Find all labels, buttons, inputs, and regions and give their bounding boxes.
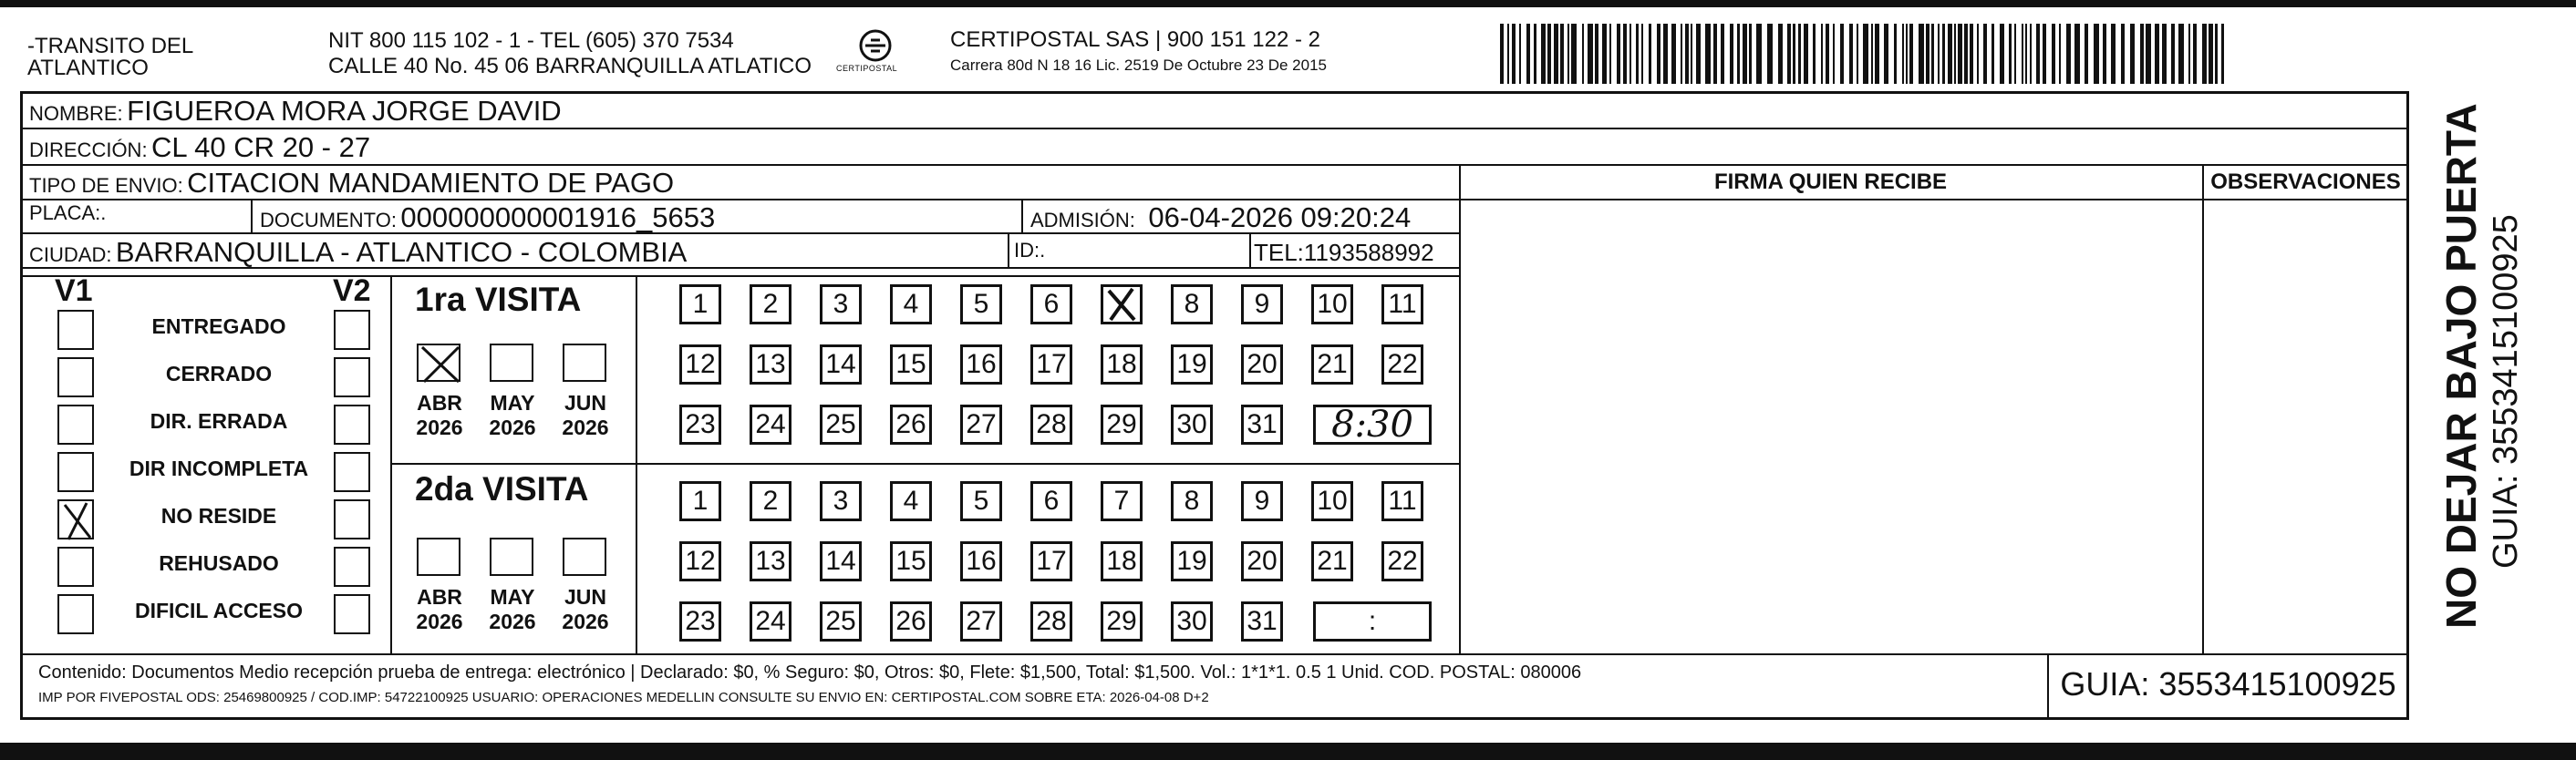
barcode-bar (1705, 24, 1711, 84)
admision-value: 06-04-2026 09:20:24 (1148, 201, 1412, 233)
first-visit-month-label (408, 391, 471, 440)
direccion-label: DIRECCIÓN: (29, 139, 148, 161)
placa-value: . (100, 201, 107, 224)
first-visit-day-box[interactable]: 26 (890, 405, 932, 445)
barcode-bar (1663, 24, 1668, 84)
barcode-bar (1671, 24, 1676, 84)
v2-checkbox[interactable] (334, 405, 370, 445)
barcode-bar (1743, 24, 1747, 84)
second-visit-day-box[interactable]: 3 (820, 481, 862, 521)
barcode-bar (1778, 24, 1783, 84)
tipo-envio-value: CITACION MANDAMIENTO DE PAGO (187, 167, 675, 199)
second-visit-day-box[interactable]: 25 (820, 601, 862, 642)
month-year: 2026 (416, 416, 463, 439)
first-visit-day-box[interactable]: 20 (1241, 344, 1283, 385)
barcode-bar (1826, 24, 1829, 84)
no-dejar-bajo-puerta: NO DEJAR BAJO PUERTA (2437, 103, 2485, 629)
barcode-bar (1737, 24, 1740, 84)
first-visit-day-box[interactable]: 31 (1241, 405, 1283, 445)
month-year: 2026 (562, 610, 609, 633)
month-name: ABR (417, 585, 462, 609)
second-visit-month-label (408, 585, 471, 634)
second-visit-day-box[interactable]: 17 (1030, 541, 1072, 581)
v1-checkbox[interactable] (57, 357, 94, 397)
barcode-bar (1958, 24, 1962, 84)
barcode-bar (2221, 24, 2224, 84)
documento-label: DOCUMENTO: (260, 209, 397, 231)
barcode-bar (1582, 24, 1584, 84)
v2-checkbox[interactable] (334, 310, 370, 350)
second-visit-month-label (553, 585, 617, 634)
second-visit-day-box[interactable]: 13 (750, 541, 791, 581)
v2-checkbox[interactable] (334, 499, 370, 539)
second-visit-day-box[interactable]: 30 (1171, 601, 1213, 642)
barcode-bar (1964, 24, 1968, 84)
barcode-bar (1641, 24, 1643, 84)
barcode-bar (2094, 24, 2099, 84)
first-visit-day-box[interactable]: 29 (1101, 405, 1143, 445)
barcode-bar (1875, 24, 1879, 84)
barcode-bar (1902, 24, 1904, 84)
side-text (2412, 93, 2485, 640)
certipostal-logo (825, 27, 926, 80)
second-visit-day-box[interactable]: 11 (1381, 481, 1423, 521)
tel-label: TEL: (1254, 239, 1304, 266)
month-name: JUN (564, 585, 606, 609)
first-visit-day-box[interactable]: 1 (679, 284, 721, 324)
direccion-value: CL 40 CR 20 - 27 (151, 131, 371, 163)
scan-edge (0, 743, 2576, 760)
second-visit-day-box[interactable]: 29 (1101, 601, 1143, 642)
first-visit-day-box[interactable]: 5 (960, 284, 1002, 324)
license-line: Carrera 80d N 18 16 Lic. 2519 De Octubre 23 De 2015 (950, 56, 1327, 74)
month-name: MAY (490, 585, 535, 609)
tel-value: 1193588992 (1303, 239, 1434, 266)
barcode-bar (2052, 24, 2055, 84)
barcode-bar (1749, 24, 1752, 84)
barcode-bar (1623, 24, 1627, 84)
barcode-bar (1804, 24, 1808, 84)
barcode-bar (2155, 24, 2159, 84)
barcode-bar (1954, 24, 1956, 84)
barcode-bar (2009, 24, 2012, 84)
barcode-bar (1983, 24, 1987, 84)
v2-checkbox[interactable] (334, 547, 370, 587)
first-visit-title: 1ra VISITA (415, 281, 582, 318)
first-visit-day-box[interactable]: 17 (1030, 344, 1072, 385)
second-visit-day-box[interactable]: 31 (1241, 601, 1283, 642)
barcode-bar (1500, 24, 1504, 84)
status-label: DIR INCOMPLETA (129, 457, 309, 480)
barcode-bar (1560, 24, 1564, 84)
second-visit-day-box[interactable]: 18 (1101, 541, 1143, 581)
barcode-bar (1617, 24, 1620, 84)
second-visit-day-box[interactable]: 8 (1171, 481, 1213, 521)
barcode-bar (1938, 24, 1940, 84)
second-visit-day-box[interactable]: 24 (750, 601, 791, 642)
first-visit-day-box[interactable]: 30 (1171, 405, 1213, 445)
barcode-bar (1609, 24, 1611, 84)
second-visit-day-box[interactable]: 16 (960, 541, 1002, 581)
placa-label: PLACA: (29, 201, 101, 224)
barcode-bar (1571, 24, 1577, 84)
barcode-bar (1629, 24, 1631, 84)
first-visit-time-box[interactable]: 8:30 (1313, 405, 1432, 445)
tipo-envio-label: TIPO DE ENVIO: (29, 174, 183, 197)
barcode-bar (1567, 24, 1569, 84)
v2-label: V2 (333, 273, 371, 308)
firma-label: FIRMA QUIEN RECIBE (1713, 169, 1948, 194)
nit-line: NIT 800 115 102 - 1 - TEL (605) 370 7534 (328, 28, 734, 53)
documento-value: 000000000001916_5653 (400, 201, 716, 233)
documento-field (260, 201, 715, 234)
barcode-bar (1541, 24, 1546, 84)
first-visit-day-box[interactable]: 22 (1381, 344, 1423, 385)
barcode-bar (1696, 24, 1701, 84)
v1-checkbox[interactable] (57, 547, 94, 587)
second-visit-day-box[interactable]: 2 (750, 481, 791, 521)
second-visit-day-box[interactable]: 12 (679, 541, 721, 581)
second-visit-day-box[interactable]: 19 (1171, 541, 1213, 581)
barcode-bar (2043, 24, 2046, 84)
first-visit-month-checkbox[interactable] (490, 344, 533, 382)
first-visit-day-box[interactable]: 10 (1311, 284, 1353, 324)
first-visit-month-label (553, 391, 617, 440)
second-visit-day-box[interactable]: 7 (1101, 481, 1143, 521)
first-visit-day-box[interactable]: 23 (679, 405, 721, 445)
v2-checkbox[interactable] (334, 357, 370, 397)
v2-checkbox[interactable] (334, 594, 370, 634)
barcode-bar (1713, 24, 1717, 84)
barcode-bar (1894, 24, 1897, 84)
nombre-value: FIGUEROA MORA JORGE DAVID (127, 95, 562, 127)
first-visit-day-box[interactable]: 11 (1381, 284, 1423, 324)
observaciones-label: OBSERVACIONES (2210, 169, 2401, 194)
barcode-bar (2030, 24, 2032, 84)
second-visit-month-checkbox[interactable] (417, 538, 460, 576)
first-visit-day-box[interactable]: 3 (820, 284, 862, 324)
status-label: DIFICIL ACCESO (134, 599, 303, 622)
barcode-bar (1909, 24, 1913, 84)
barcode-bar (1547, 24, 1551, 84)
barcode-bar (1833, 24, 1835, 84)
barcode-bar (2066, 24, 2071, 84)
id-label: ID: (1014, 239, 1040, 262)
tel-field (1254, 239, 1434, 267)
month-year: 2026 (416, 610, 463, 633)
v1-checkbox[interactable] (57, 405, 94, 445)
v2-checkbox[interactable] (334, 452, 370, 492)
barcode-bar (2036, 24, 2040, 84)
first-visit-day-box[interactable]: 2 (750, 284, 791, 324)
barcode-bar (1991, 24, 1994, 84)
barcode-bar (1691, 24, 1692, 84)
second-visit-day-box[interactable]: 15 (890, 541, 932, 581)
second-visit-day-box[interactable]: 9 (1241, 481, 1283, 521)
id-value: . (1040, 239, 1046, 262)
first-visit-day-box[interactable]: 4 (890, 284, 932, 324)
placa-field (29, 201, 106, 225)
v1-checkbox[interactable] (57, 452, 94, 492)
first-visit-day-box[interactable]: 8 (1171, 284, 1213, 324)
v1-checkbox-checked[interactable] (57, 499, 94, 539)
barcode-bar (1512, 24, 1516, 84)
month-name: MAY (490, 391, 535, 415)
admision-field (1030, 201, 1411, 234)
nombre-label: NOMBRE: (29, 102, 123, 125)
barcode-bar (1906, 24, 1908, 84)
barcode-bar (2130, 24, 2135, 84)
barcode-bar (2178, 24, 2184, 84)
status-label: CERRADO (165, 362, 273, 385)
first-visit-day-box[interactable]: 13 (750, 344, 791, 385)
tipo-envio-field (29, 167, 674, 200)
first-visit-month-checkbox[interactable] (563, 344, 606, 382)
barcode-bar (1977, 24, 1979, 84)
v1-label: V1 (55, 273, 93, 308)
first-visit-day-box[interactable]: 16 (960, 344, 1002, 385)
barcode-bar (2171, 24, 2175, 84)
month-name: JUN (564, 391, 606, 415)
barcode-bar (2022, 24, 2023, 84)
first-visit-day-box[interactable]: 25 (820, 405, 862, 445)
barcode-bar (1793, 24, 1795, 84)
first-visit-month-label (481, 391, 544, 440)
company-line: CERTIPOSTAL SAS | 900 151 122 - 2 (950, 27, 1320, 52)
barcode-bar (1602, 24, 1607, 84)
first-visit-day-box[interactable]: 9 (1241, 284, 1283, 324)
barcode-bar (1636, 24, 1639, 84)
second-visit-day-box[interactable]: 21 (1311, 541, 1353, 581)
second-visit-month-checkbox[interactable] (490, 538, 533, 576)
barcode (1500, 24, 2229, 84)
barcode-bar (1526, 24, 1530, 84)
month-year: 2026 (489, 610, 536, 633)
second-visit-day-box[interactable]: 27 (960, 601, 1002, 642)
barcode-bar (2209, 24, 2213, 84)
barcode-bar (1948, 24, 1952, 84)
address-line: CALLE 40 No. 45 06 BARRANQUILLA ATLATICO (328, 54, 812, 78)
barcode-bar (1931, 24, 1934, 84)
barcode-bar (2215, 24, 2218, 84)
barcode-bar (1857, 24, 1858, 84)
barcode-bar (2188, 24, 2190, 84)
nombre-field (29, 95, 562, 128)
first-visit-day-box[interactable]: 24 (750, 405, 791, 445)
second-visit-day-box[interactable]: 14 (820, 541, 862, 581)
second-visit-month-label (481, 585, 544, 634)
second-visit-day-box[interactable]: 28 (1030, 601, 1072, 642)
v1-checkbox[interactable] (57, 594, 94, 634)
contenido-line: Contenido: Documentos Medio recepción prueba de entrega: electrónico | Declarado: $0, % Seguro: $0, Otros: $0, Flete: $1,500, Total: $1,500. Vol.: 1*1*1. 0.5 1 Unid. COD. POSTAL: 080006 (38, 662, 1582, 683)
ciudad-field (29, 236, 687, 269)
second-visit-month-checkbox[interactable] (563, 538, 606, 576)
barcode-bar (2193, 24, 2197, 84)
second-visit-day-box[interactable]: 20 (1241, 541, 1283, 581)
second-visit-day-box[interactable]: 1 (679, 481, 721, 521)
second-visit-day-box[interactable]: 22 (1381, 541, 1423, 581)
ciudad-value: BARRANQUILLA - ATLANTICO - COLOMBIA (115, 236, 688, 268)
barcode-bar (1849, 24, 1853, 84)
footer-guia: GUIA: 3553415100925 (2060, 665, 2396, 703)
first-visit-day-box[interactable]: 6 (1030, 284, 1072, 324)
first-visit-day-box[interactable]: 19 (1171, 344, 1213, 385)
barcode-bar (1519, 24, 1521, 84)
barcode-bar (1730, 24, 1733, 84)
barcode-bar (2103, 24, 2106, 84)
barcode-bar (1840, 24, 1844, 84)
barcode-bar (1756, 24, 1762, 84)
barcode-bar (2085, 24, 2088, 84)
first-visit-month-checkbox[interactable] (417, 344, 460, 382)
barcode-bar (1813, 24, 1816, 84)
side-guia-text: GUIA: 3553415100925 (2487, 214, 2525, 569)
ciudad-label: CIUDAD: (29, 243, 112, 266)
barcode-bar (2000, 24, 2004, 84)
second-visit-day-box[interactable]: 10 (1311, 481, 1353, 521)
logo-text: CERTIPOSTAL (836, 64, 898, 73)
barcode-bar (2059, 24, 2061, 84)
second-visit-day-box[interactable]: 5 (960, 481, 1002, 521)
sender-line-1: -TRANSITO DEL (27, 34, 194, 58)
month-year: 2026 (562, 416, 609, 439)
v1-checkbox[interactable] (57, 310, 94, 350)
barcode-bar (2025, 24, 2027, 84)
status-label: ENTREGADO (151, 314, 286, 338)
first-visit-day-box[interactable]: 12 (679, 344, 721, 385)
barcode-bar (1681, 24, 1682, 84)
second-visit-day-box[interactable]: 26 (890, 601, 932, 642)
barcode-bar (1534, 24, 1536, 84)
scan-edge-top (0, 0, 2576, 7)
direccion-field (29, 131, 370, 164)
barcode-bar (2146, 24, 2151, 84)
first-visit-day-box-checked[interactable] (1101, 284, 1143, 324)
barcode-bar (1767, 24, 1773, 84)
barcode-bar (1821, 24, 1823, 84)
admision-label: ADMISIÓN: (1030, 209, 1135, 231)
barcode-bar (1926, 24, 1929, 84)
first-visit-day-box[interactable]: 14 (820, 344, 862, 385)
second-visit-day-box[interactable]: 4 (890, 481, 932, 521)
barcode-bar (2202, 24, 2207, 84)
barcode-bar (1685, 24, 1689, 84)
barcode-bar (1721, 24, 1724, 84)
month-year: 2026 (489, 416, 536, 439)
barcode-bar (1787, 24, 1791, 84)
first-visit-day-box[interactable]: 27 (960, 405, 1002, 445)
status-label: NO RESIDE (160, 504, 277, 528)
barcode-bar (1554, 24, 1558, 84)
barcode-bar (1507, 24, 1509, 84)
first-visit-day-box[interactable]: 15 (890, 344, 932, 385)
barcode-bar (2162, 24, 2167, 84)
id-field (1014, 239, 1045, 262)
barcode-bar (1884, 24, 1888, 84)
second-visit-time-box[interactable]: : (1313, 601, 1432, 642)
barcode-bar (1588, 24, 1593, 84)
barcode-bar (2074, 24, 2080, 84)
barcode-bar (1649, 24, 1651, 84)
barcode-bar (1863, 24, 1868, 84)
first-visit-day-box[interactable]: 28 (1030, 405, 1072, 445)
barcode-bar (1942, 24, 1945, 84)
barcode-bar (1871, 24, 1873, 84)
status-label: DIR. ERRADA (150, 409, 288, 433)
imp-line: IMP POR FIVEPOSTAL ODS: 25469800925 / COD.IMP: 54722100925 USUARIO: OPERACIONES MEDELLIN CONSULTE SU ENVIO EN: CERTIPOSTAL.COM SOBRE ETA: 2026-04-08 D+2 (38, 690, 1209, 705)
barcode-bar (2014, 24, 2016, 84)
barcode-bar (1657, 24, 1660, 84)
first-visit-day-box[interactable]: 21 (1311, 344, 1353, 385)
barcode-bar (2111, 24, 2116, 84)
sender-line-2: ATLANTICO (27, 56, 149, 80)
second-visit-day-box[interactable]: 23 (679, 601, 721, 642)
barcode-bar (1595, 24, 1598, 84)
barcode-bar (1970, 24, 1973, 84)
barcode-bar (2121, 24, 2125, 84)
barcode-bar (2140, 24, 2144, 84)
barcode-bar (1919, 24, 1924, 84)
side-guia (2467, 93, 2525, 640)
month-name: ABR (417, 391, 462, 415)
barcode-bar (1798, 24, 1801, 84)
second-visit-title: 2da VISITA (415, 470, 589, 508)
first-visit-day-box[interactable]: 18 (1101, 344, 1143, 385)
status-label: REHUSADO (159, 551, 279, 575)
second-visit-day-box[interactable]: 6 (1030, 481, 1072, 521)
